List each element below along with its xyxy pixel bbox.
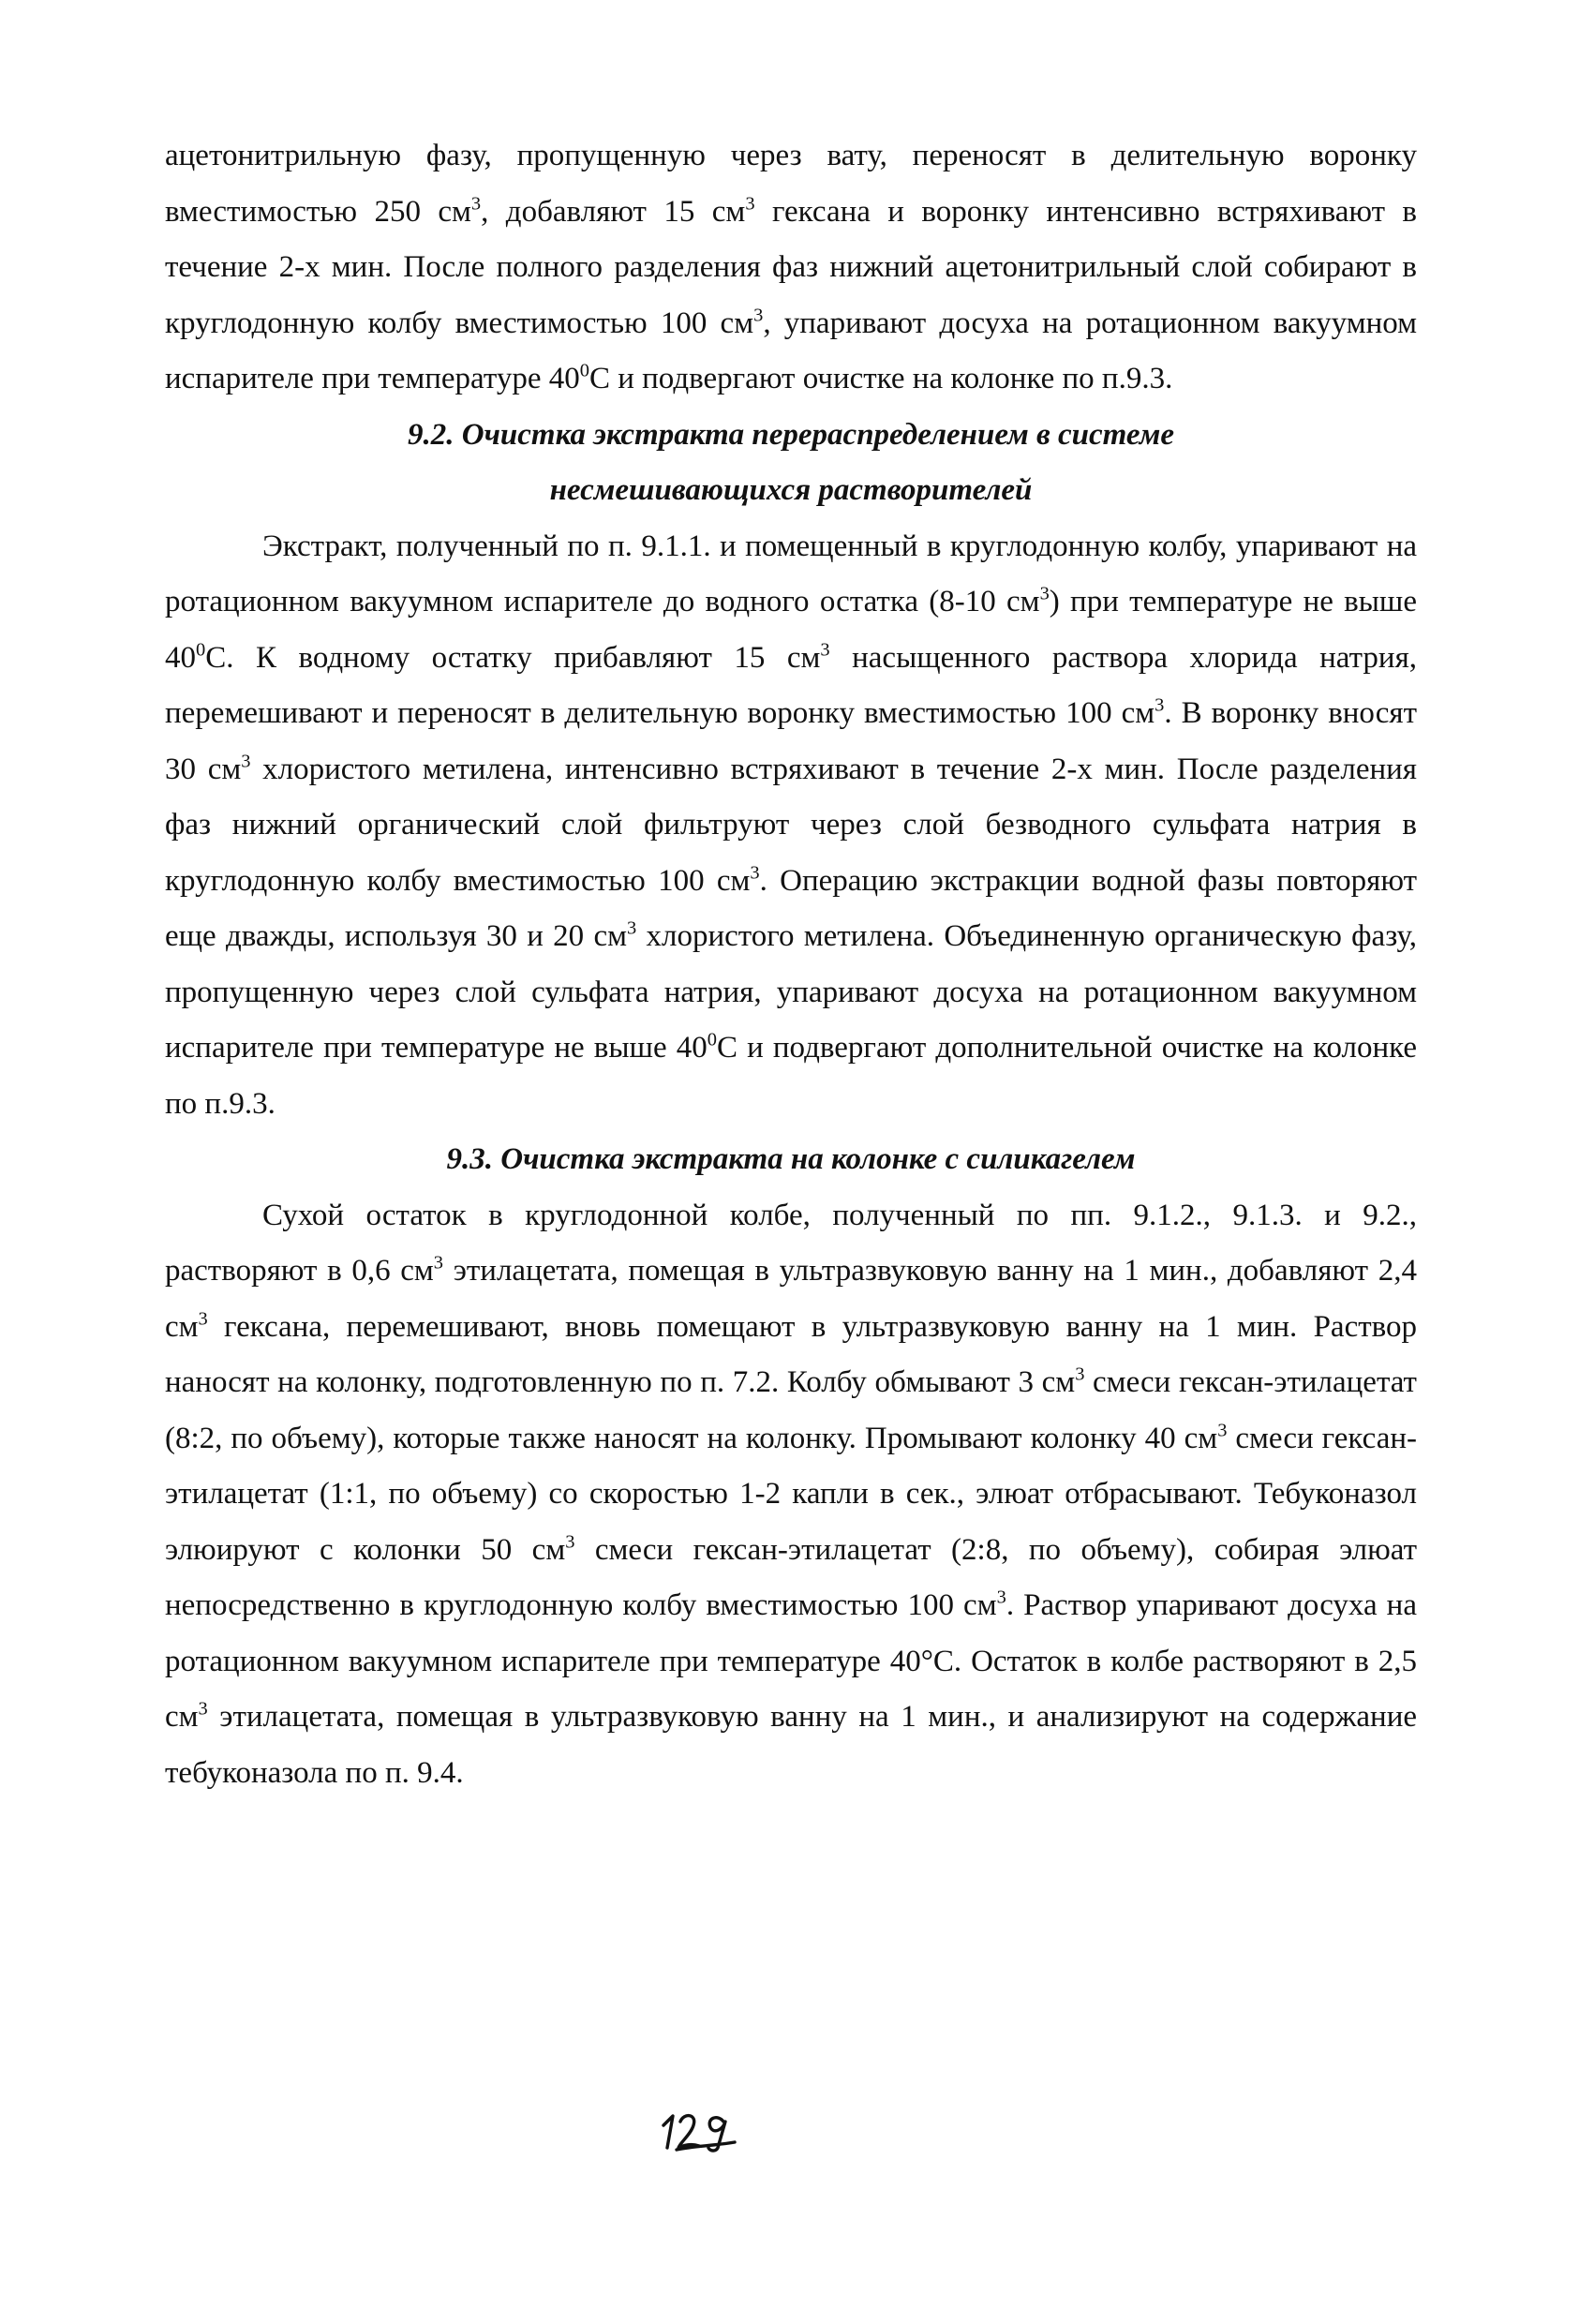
- paragraph-silica-column-cleanup: Сухой остаток в круглодонной колбе, полученный по пп. 9.1.2., 9.1.3. и 9.2., растворяют в 0,6 $см^3$ этилацетата, помещая в ультразвуковую ванну на 1 мин., добавляют 2,4 $см^3$ гексана, перемешивают, вновь помещают в ультразвуковую ванну на 1 мин. Раствор наносят на колонку, подготовленную по п. 7.2. Колбу обмывают 3 $см^3$ смеси гексан-этилацетат (8:2, по объему), которые также наносят на колонку. Промывают колонку 40 $см^3$ смеси гексан-этилацетат (1:1, по объему) со скоростью 1-2 капли в сек., элюат отбрасывают. Тебуконазол элюируют с колонки 50 $см^3$ смеси гексан-этилацетат (2:8, по объему), собирая элюат непосредственно в круглодонную колбу вместимостью 100 $см^3$. Раствор упаривают досуха на ротационном вакуумном испарителе при температуре 40°С. Остаток в колбе растворяют в 2,5 $см^3$ этилацетата, помещая в ультразвуковую ванну на 1 мин., и анализируют на содержание тебуконазола по п. 9.4.: [165, 1198, 1417, 1790]
- section-heading-9-2: 9.2. Очистка экстракта перераспределением в системе несмешивающихся растворителей: [408, 417, 1174, 507]
- handwritten-129-drawing: [656, 2107, 750, 2155]
- document-body: [165, 128, 1417, 1801]
- paragraph-acetonitrile-phase: ацетонитрильную фазу, пропущенную через вату, переносят в делительную воронку вместимостью 250 $см^3$, добавляют 15 $см^3$ гексана и воронку интенсивно встряхивают в течение 2-х мин. После полного разделения фаз нижний ацетонитрильный слой собирают в круглодонную колбу вместимостью 100 $см^3$, упаривают досуха на ротационном вакуумном испарителе при температуре $40^0С$ и подвергают очистке на колонке по п.9.3.: [165, 139, 1417, 395]
- section-heading-9-3: 9.3. Очистка экстракта на колонке с силикагелем: [446, 1142, 1136, 1176]
- paragraph-partition-cleanup: Экстракт, полученный по п. 9.1.1. и помещенный в круглодонную колбу, упаривают на ротационном вакуумном испарителе до водного остатка (8-10 $см^3$) при температуре не выше $40^0С$. К водному остатку прибавляют 15 $см^3$ насыщенного раствора хлорида натрия, перемешивают и переносят в делительную воронку вместимостью 100 $см^3$. В воронку вносят 30 $см^3$ хлористого метилена, интенсивно встряхивают в течение 2-х мин. После разделения фаз нижний органический слой фильтруют через слой безводного сульфата натрия в круглодонную колбу вместимостью 100 $см^3$. Операцию экстракции водной фазы повторяют еще дважды, используя 30 и 20 $см^3$ хлористого метилена. Объединенную органическую фазу, пропущенную через слой сульфата натрия, упаривают досуха на ротационном вакуумном испарителе при температуре не выше $40^0С$ и подвергают дополнительной очистке на колонке по п.9.3.: [165, 529, 1418, 1121]
- handwritten-page-number: [656, 2107, 750, 2155]
